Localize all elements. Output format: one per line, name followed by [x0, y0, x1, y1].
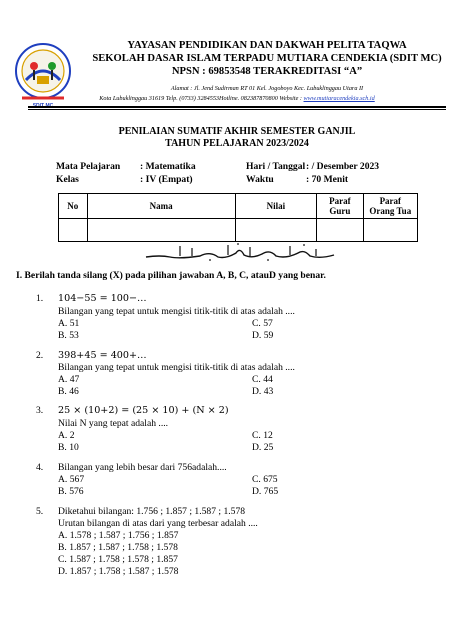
question-3-prompt: Nilai N yang tepat adalah .... — [58, 418, 169, 429]
date-label: Hari / Tanggal — [246, 161, 306, 172]
entry-parent-sign-cell[interactable] — [363, 219, 417, 242]
question-2-option-c[interactable]: C. 44 — [252, 374, 273, 385]
question-4-option-b[interactable]: B. 576 — [58, 486, 84, 497]
col-teacher-sign — [317, 194, 363, 219]
exam-title: PENILAIAN SUMATIF AKHIR SEMESTER GANJIL — [118, 126, 356, 137]
question-1-number: 1. — [36, 293, 44, 304]
teacher-sign-line1: Paraf — [329, 196, 351, 206]
question-5-option-a[interactable]: A. 1.578 ; 1.587 ; 1.756 ; 1.857 — [58, 530, 179, 541]
foundation-name: YAYASAN PENDIDIKAN DAN DAKWAH PELITA TAQWA — [127, 40, 407, 51]
school-contact — [0, 95, 474, 102]
question-4-option-d[interactable]: D. 765 — [252, 486, 279, 497]
question-5-option-c[interactable]: C. 1.587 ; 1.758 ; 1.578 ; 1.857 — [58, 554, 178, 565]
table-header-row — [59, 194, 418, 219]
entry-score-cell[interactable] — [235, 219, 317, 242]
npsn-accreditation: NPSN : 69853548 TERAKREDITASI “A” — [171, 66, 363, 77]
question-3-option-d[interactable]: D. 25 — [252, 442, 274, 453]
academic-year: TAHUN PELAJARAN 2023/2024 — [165, 138, 309, 149]
question-3-option-a[interactable]: A. 2 — [58, 430, 75, 441]
question-3-expression: 25 × (10+2) = (25 × 10) + (N × 2) — [58, 405, 229, 416]
question-2-number: 2. — [36, 350, 44, 361]
time-value: : 70 Menit — [306, 174, 349, 185]
contact-text: Kota Lubuklinggau 31619 Telp. (0733) 3284553Hotline. 082387870800 Website : — [99, 95, 304, 102]
question-3-option-c[interactable]: C. 12 — [252, 430, 273, 441]
header-rule-thick — [28, 106, 446, 108]
question-4-number: 4. — [36, 462, 44, 473]
question-1-option-c[interactable]: C. 57 — [252, 318, 273, 329]
table-entry-row — [59, 219, 418, 242]
website-link[interactable]: www.mutiaracendekia.sch.id — [303, 95, 375, 102]
question-3-option-b[interactable]: B. 10 — [58, 442, 79, 453]
col-no: No — [59, 194, 88, 219]
question-1-expression: 104−55 = 100−… — [58, 293, 147, 304]
question-1-option-a[interactable]: A. 51 — [58, 318, 80, 329]
col-score: Nilai — [235, 194, 317, 219]
question-2-option-b[interactable]: B. 46 — [58, 386, 79, 397]
question-2-option-d[interactable]: D. 43 — [252, 386, 274, 397]
instruction-text: I. Berilah tanda silang (X) pada pilihan jawaban A, B, C, atauD yang benar. — [16, 270, 326, 281]
entry-name-cell[interactable] — [87, 219, 235, 242]
question-4-option-c[interactable]: C. 675 — [252, 474, 278, 485]
question-5-number: 5. — [36, 506, 44, 517]
class-label: Kelas — [56, 174, 79, 185]
question-5-given: Diketahui bilangan: 1.756 ; 1.857 ; 1.587 ; 1.578 — [58, 506, 246, 517]
question-5-option-d[interactable]: D. 1.857 ; 1.758 ; 1.587 ; 1.578 — [58, 566, 179, 577]
question-4-prompt: Bilangan yang lebih besar dari 756adalah.... — [58, 462, 227, 473]
question-4-option-a[interactable]: A. 567 — [58, 474, 85, 485]
question-1-option-d[interactable]: D. 59 — [252, 330, 274, 341]
col-name: Nama — [87, 194, 235, 219]
parent-sign-line2: Orang Tua — [369, 206, 412, 216]
header-rule-thin — [28, 109, 446, 110]
subject-label: Mata Pelajaran — [56, 161, 121, 172]
entry-no-cell[interactable] — [59, 219, 88, 242]
svg-text:SDIT MC: SDIT MC — [32, 103, 54, 109]
question-5-prompt: Urutan bilangan di atas dari yang terbesar adalah .... — [58, 518, 258, 529]
student-info-table — [58, 193, 418, 242]
question-2-expression: 398+45 = 400+… — [58, 350, 147, 361]
basmalah-calligraphy — [140, 241, 340, 263]
school-name: SEKOLAH DASAR ISLAM TERPADU MUTIARA CENDEKIA (SDIT MC) — [92, 53, 442, 64]
teacher-sign-line2: Guru — [329, 206, 351, 216]
time-label: Waktu — [246, 174, 274, 185]
subject-value: : Matematika — [140, 161, 196, 172]
col-parent-sign — [363, 194, 417, 219]
class-value: : IV (Empat) — [140, 174, 193, 185]
school-address: Alamat : Jl. Jend Sudirman RT 01 Kel. Jogoboyo Kec. Lubuklinggau Utara II — [170, 85, 364, 92]
question-1-prompt: Bilangan yang tepat untuk mengisi titik-titik di atas adalah .... — [58, 306, 295, 317]
question-1-option-b[interactable]: B. 53 — [58, 330, 79, 341]
question-3-number: 3. — [36, 405, 44, 416]
parent-sign-line1: Paraf — [379, 196, 402, 206]
question-5-option-b[interactable]: B. 1.857 ; 1.587 ; 1.758 ; 1.578 — [58, 542, 178, 553]
date-value: : / Desember 2023 — [306, 161, 380, 172]
entry-teacher-sign-cell[interactable] — [317, 219, 363, 242]
question-2-prompt: Bilangan yang tepat untuk mengisi titik-titik di atas adalah .... — [58, 362, 295, 373]
question-2-option-a[interactable]: A. 47 — [58, 374, 80, 385]
